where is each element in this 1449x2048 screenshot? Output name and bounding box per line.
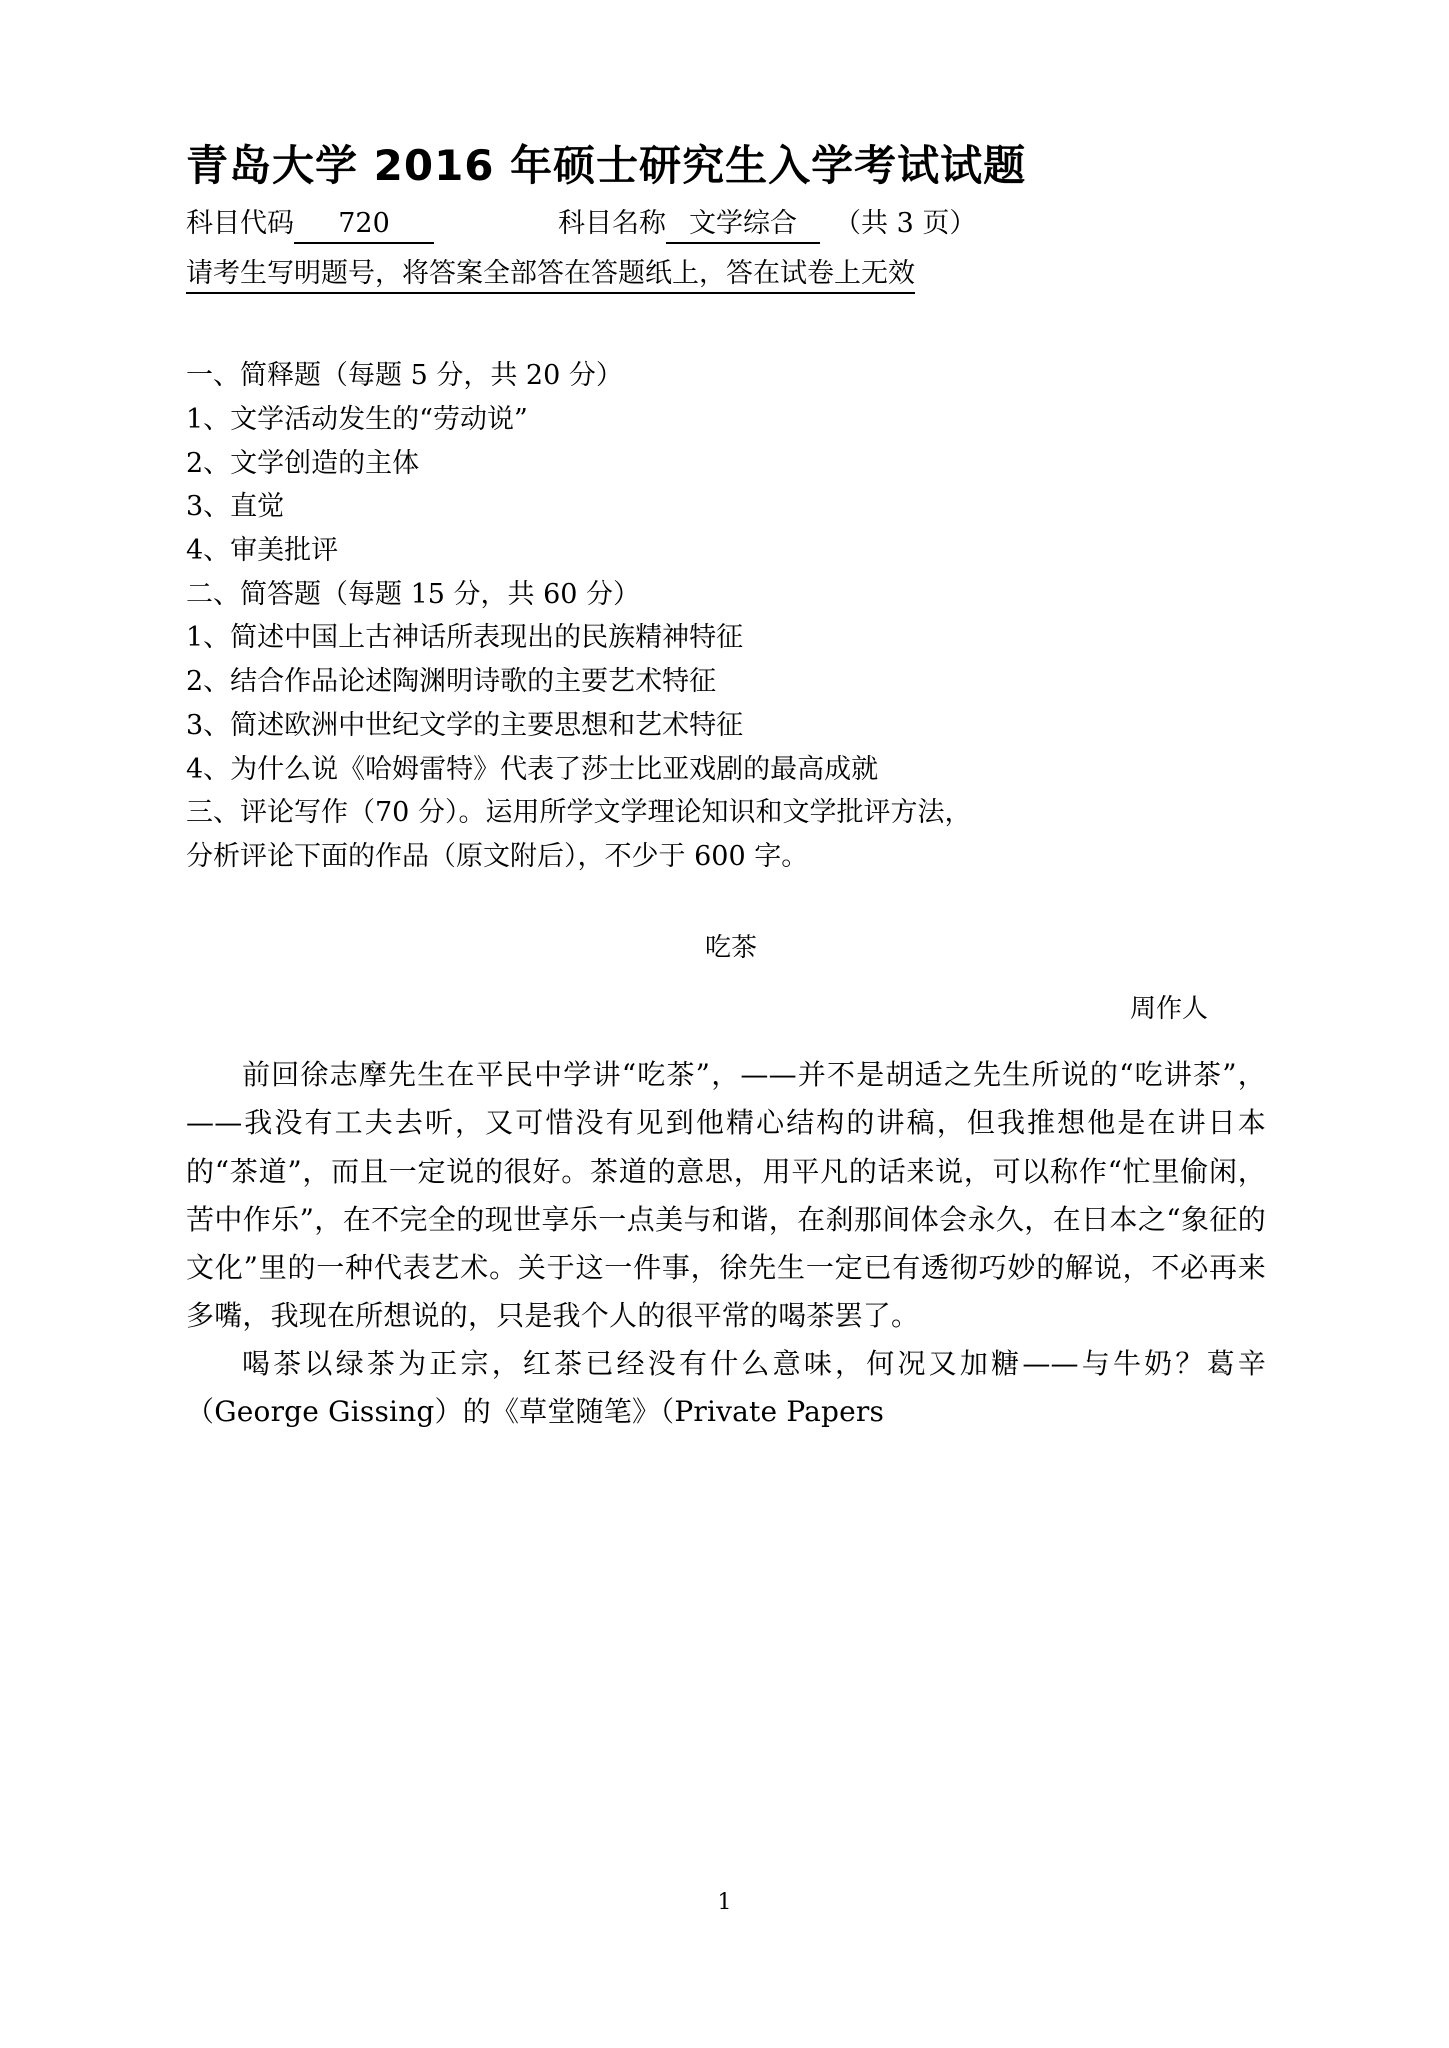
page-title: 青岛大学 2016 年硕士研究生入学考试试题: [186, 141, 1027, 190]
subject-name-value: 文学综合: [666, 208, 820, 243]
section-1-item-1: 1、文学活动发生的“劳动说”: [186, 403, 528, 435]
section-1-item-4: 4、审美批评: [186, 535, 339, 567]
subject-code-value: 720: [294, 208, 434, 243]
section-2-item-2: 2、结合作品论述陶渊明诗歌的主要艺术特征: [186, 666, 717, 698]
section-2-item-3: 3、简述欧洲中世纪文学的主要思想和艺术特征: [186, 709, 744, 741]
section-2-heading: 二、简答题（每题 15 分，共 60 分）: [186, 578, 641, 610]
exam-notice: 请考生写明题号，将答案全部答在答题纸上，答在试卷上无效: [186, 258, 915, 294]
essay-title: 吃茶: [704, 932, 757, 963]
essay-area: [186, 933, 1266, 1437]
essay-body: [186, 1051, 1266, 1436]
subject-name-label: 科目名称: [558, 208, 666, 240]
section-2-item-4: 4、为什么说《哈姆雷特》代表了莎士比亚戏剧的最高成就: [186, 753, 879, 785]
pages-note: （共 3 页）: [834, 208, 977, 240]
section-3-item-1: 分析评论下面的作品（原文附后），不少于 600 字。: [186, 841, 809, 873]
page-number: 1: [717, 1890, 732, 1915]
section-1-item-2: 2、文学创造的主体: [186, 447, 420, 479]
section-2-item-1: 1、简述中国上古神话所表现出的民族精神特征: [186, 622, 744, 654]
questions-area: [186, 354, 1266, 879]
section-3-heading: 三、评论写作（70 分）。运用所学文学理论知识和文学批评方法，: [186, 797, 972, 829]
essay-author: 周作人: [1129, 994, 1208, 1025]
subject-code-label: 科目代码: [186, 208, 294, 240]
page-content: [186, 0, 1266, 1437]
subject-info-line: [186, 208, 1266, 243]
essay-paragraph: 喝茶以绿茶为正宗，红茶已经没有什么意味，何况又加糖——与牛奶？葛辛（George Gissing）的《草堂随笔》（Private Papers: [186, 1347, 1266, 1429]
essay-paragraph: 前回徐志摩先生在平民中学讲“吃茶”，——并不是胡适之先生所说的“吃讲茶”，——我没有工夫去听，又可惜没有见到他精心结构的讲稿，但我推想他是在讲日本的“茶道”，而且一定说的很好。茶道的意思，用平凡的话来说，可以称作“忙里偷闲，苦中作乐”，在不完全的现世享乐一点美与和谐，在刹那间体会永久，在日本之“象征的文化”里的一种代表艺术。关于这一件事，徐先生一定已有透彻巧妙的解说，不必再来多嘴，我现在所想说的，只是我个人的很平常的喝茶罢了。: [186, 1058, 1266, 1333]
section-1-heading: 一、简释题（每题 5 分，共 20 分）: [186, 360, 623, 392]
section-1-item-3: 3、直觉: [186, 491, 285, 523]
